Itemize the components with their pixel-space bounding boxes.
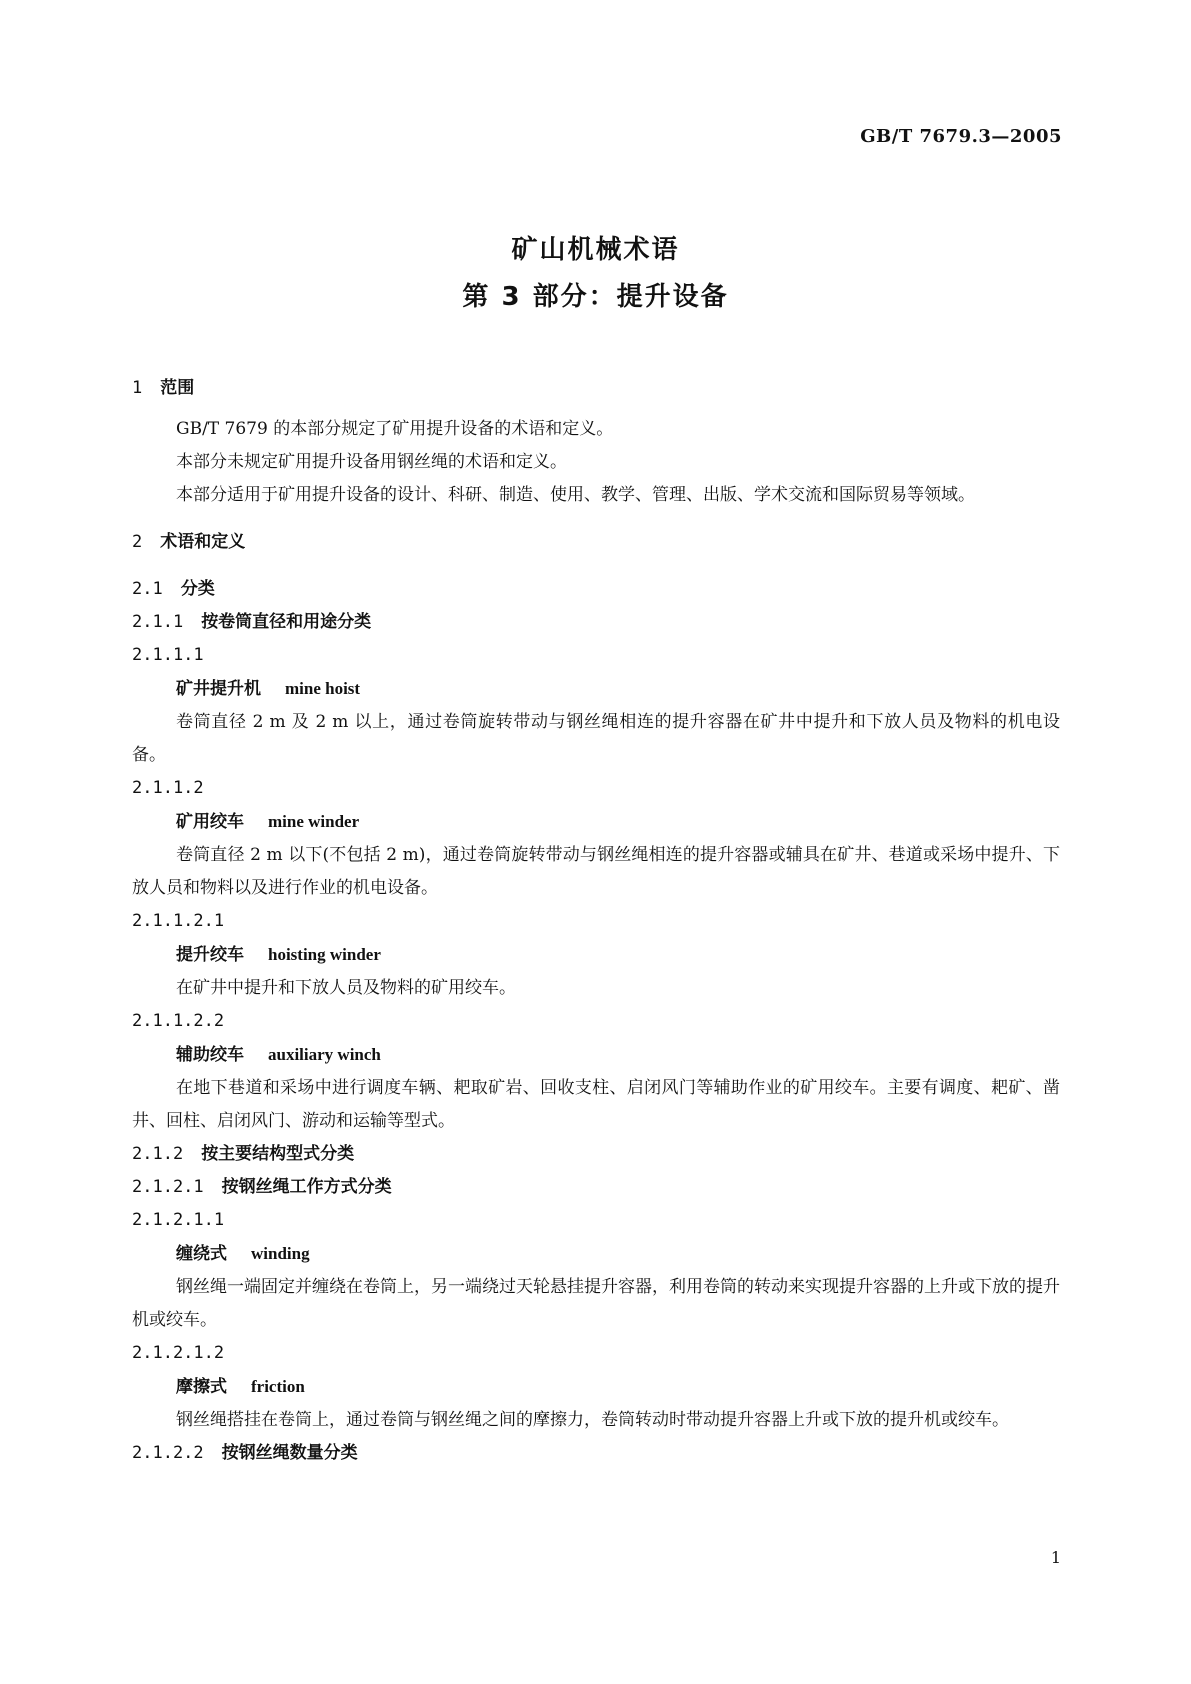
term-zh: 矿井提升机 [176, 679, 261, 699]
section-number: 1 [132, 378, 143, 398]
section-number: 2.1.2.1 [132, 1177, 204, 1197]
subsection-heading [132, 1171, 1060, 1204]
term-definition: 钢丝绳搭挂在卷筒上，通过卷筒与钢丝绳之间的摩擦力，卷筒转动时带动提升容器上升或下放的提升机或绞车。 [176, 1410, 1009, 1430]
term-definition: 在矿井中提升和下放人员及物料的矿用绞车。 [176, 978, 516, 998]
paragraph: GB/T 7679 的本部分规定了矿用提升设备的术语和定义。 [176, 419, 614, 439]
term-en: mine hoist [285, 679, 361, 698]
section-number: 2.1 [132, 579, 163, 599]
term-zh: 辅助绞车 [176, 1045, 244, 1065]
section-number: 2.1.1 [132, 612, 184, 632]
term-entry [132, 1237, 1060, 1271]
subsection-heading [132, 1138, 1060, 1171]
term-en: auxiliary winch [268, 1045, 381, 1064]
subsection-heading [132, 573, 1060, 606]
section-title: 按主要结构型式分类 [201, 1144, 355, 1164]
term-definition: 钢丝绳一端固定并缠绕在卷筒上，另一端绕过天轮悬挂提升容器，利用卷筒的转动来实现提升容器的上升或下放的提升机或绞车。 [132, 1277, 1060, 1330]
page-number: 1 [1050, 1548, 1061, 1567]
term-zh: 矿用绞车 [176, 812, 244, 832]
term-number: 2.1.1.2.2 [132, 1011, 225, 1031]
section-title: 术语和定义 [160, 532, 246, 552]
term-zh: 提升绞车 [176, 945, 244, 965]
term-entry [132, 938, 1060, 972]
term-definition: 卷筒直径 2 m 及 2 m 以上，通过卷筒旋转带动与钢丝绳相连的提升容器在矿井中提升和下放人员及物料的机电设备。 [132, 712, 1060, 765]
document-subtitle: 第 3 部分：提升设备 [462, 282, 729, 312]
term-en: winding [251, 1244, 310, 1263]
document-title: 矿山机械术语 [511, 235, 680, 265]
section-title: 按卷筒直径和用途分类 [201, 612, 372, 632]
term-number: 2.1.1.2 [132, 778, 204, 798]
term-en: mine winder [268, 812, 360, 831]
term-entry [132, 1370, 1060, 1404]
term-entry [132, 672, 1060, 706]
term-number: 2.1.2.1.1 [132, 1210, 225, 1230]
section-title: 按钢丝绳数量分类 [221, 1443, 358, 1463]
term-zh: 缠绕式 [176, 1244, 227, 1264]
section-title: 范围 [160, 378, 195, 398]
term-number: 2.1.1.1 [132, 645, 204, 665]
subsection-heading [132, 1437, 1060, 1470]
document-body [132, 372, 1060, 1470]
section-title: 分类 [180, 579, 215, 599]
standard-code: GB/T 7679.3—2005 [860, 126, 1062, 147]
term-entry [132, 805, 1060, 839]
term-zh: 摩擦式 [176, 1377, 227, 1397]
term-number: 2.1.2.1.2 [132, 1343, 225, 1363]
section-number: 2.1.2.2 [132, 1443, 204, 1463]
term-number: 2.1.1.2.1 [132, 911, 225, 931]
section-number: 2 [132, 532, 143, 552]
subsection-heading [132, 606, 1060, 639]
term-en: hoisting winder [268, 945, 381, 964]
paragraph: 本部分未规定矿用提升设备用钢丝绳的术语和定义。 [176, 452, 567, 472]
term-definition: 卷筒直径 2 m 以下(不包括 2 m)，通过卷筒旋转带动与钢丝绳相连的提升容器或辅具在矿井、巷道或采场中提升、下放人员和物料以及进行作业的机电设备。 [132, 845, 1060, 898]
section-heading-scope [132, 372, 1060, 405]
section-number: 2.1.2 [132, 1144, 184, 1164]
section-title: 按钢丝绳工作方式分类 [221, 1177, 392, 1197]
section-heading-terms [132, 526, 1060, 559]
term-entry [132, 1038, 1060, 1072]
paragraph: 本部分适用于矿用提升设备的设计、科研、制造、使用、教学、管理、出版、学术交流和国际贸易等领域。 [176, 485, 975, 505]
term-en: friction [251, 1377, 305, 1396]
term-definition: 在地下巷道和采场中进行调度车辆、耙取矿岩、回收支柱、启闭风门等辅助作业的矿用绞车。主要有调度、耙矿、凿井、回柱、启闭风门、游动和运输等型式。 [132, 1078, 1060, 1131]
